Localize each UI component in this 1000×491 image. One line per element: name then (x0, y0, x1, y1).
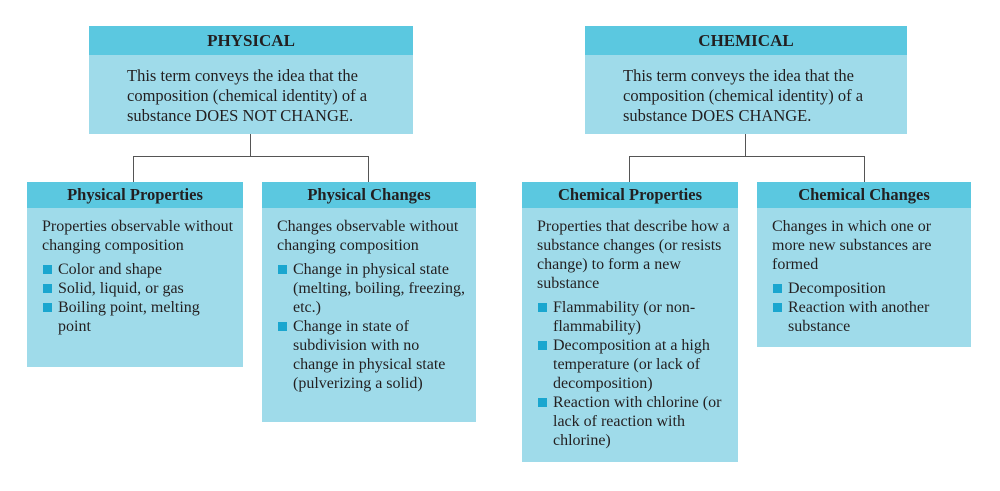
physical-description: This term conveys the idea that the composition (chemical identity) of a substance DOES NOT CHANGE. (127, 66, 368, 125)
list-item: Reaction with chlorine (or lack of reaction with chlorine) (537, 393, 730, 450)
physical-properties-box (27, 182, 243, 367)
chemical-properties-box (522, 182, 738, 462)
chemical-connector-bar (629, 156, 865, 157)
list-item: Decomposition (772, 279, 963, 298)
bullet-icon (278, 265, 287, 274)
chemical-properties-list (537, 298, 730, 450)
physical-changes-text: Changes observable without changing composition (277, 218, 459, 254)
physical-title: PHYSICAL (89, 26, 413, 55)
list-item: Boiling point, melting point (42, 298, 235, 336)
list-item: Reaction with another substance (772, 298, 963, 336)
list-item: Decomposition at a high temperature (or lack of decomposition) (537, 336, 730, 393)
bullet-icon (773, 284, 782, 293)
chemical-properties-text: Properties that describe how a substance changes (or resists change) to form a new substance (537, 218, 730, 292)
chemical-changes-box (757, 182, 971, 347)
bullet-icon (278, 322, 287, 331)
chemical-title: CHEMICAL (585, 26, 907, 55)
list-item: Change in state of subdivision with no change in physical state (pulverizing a solid) (277, 317, 468, 393)
chemical-properties-title: Chemical Properties (522, 182, 738, 208)
list-item: Color and shape (42, 260, 235, 279)
physical-box (89, 26, 413, 134)
physical-connector-stem (250, 134, 251, 156)
chemical-connector-left (629, 156, 630, 182)
chemical-changes-list (772, 279, 963, 336)
list-item: Solid, liquid, or gas (42, 279, 235, 298)
physical-properties-text: Properties observable without changing composition (42, 218, 234, 254)
bullet-icon (538, 398, 547, 407)
physical-connector-right (368, 156, 369, 182)
bullet-icon (43, 265, 52, 274)
chemical-connector-right (864, 156, 865, 182)
chemical-changes-title: Chemical Changes (757, 182, 971, 208)
list-item: Flammability (or non-flammability) (537, 298, 730, 336)
chemical-description: This term conveys the idea that the composition (chemical identity) of a substance DOES CHANGE. (623, 66, 864, 125)
physical-properties-list (42, 260, 235, 336)
chemical-box (585, 26, 907, 134)
physical-changes-box (262, 182, 476, 422)
physical-connector-left (133, 156, 134, 182)
physical-changes-title: Physical Changes (262, 182, 476, 208)
physical-changes-list (277, 260, 468, 393)
bullet-icon (43, 303, 52, 312)
chemical-changes-text: Changes in which one or more new substances are formed (772, 218, 932, 273)
bullet-icon (773, 303, 782, 312)
physical-properties-title: Physical Properties (27, 182, 243, 208)
list-item: Change in physical state (melting, boiling, freezing, etc.) (277, 260, 468, 317)
bullet-icon (538, 341, 547, 350)
chemical-connector-stem (745, 134, 746, 156)
bullet-icon (43, 284, 52, 293)
bullet-icon (538, 303, 547, 312)
physical-connector-bar (133, 156, 369, 157)
